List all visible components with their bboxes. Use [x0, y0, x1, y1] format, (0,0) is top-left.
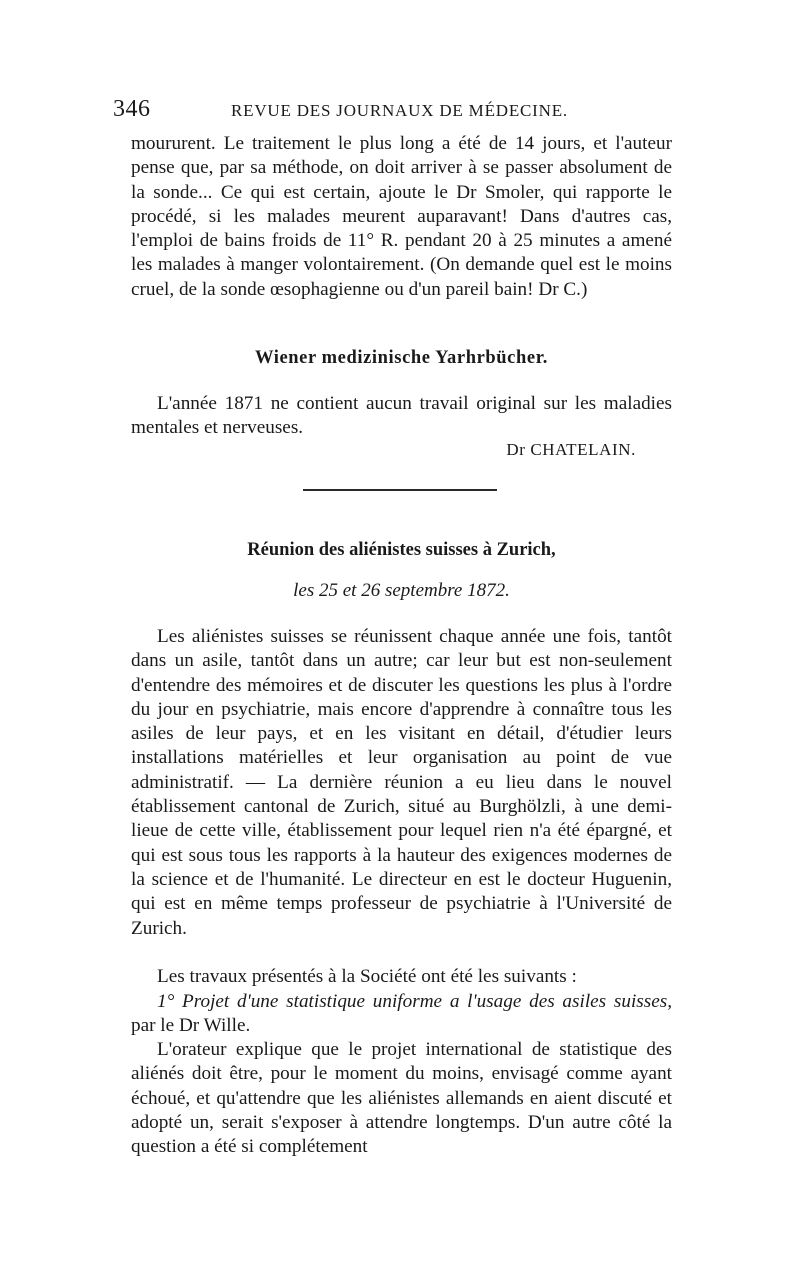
- list-item-1: [131, 990, 672, 1039]
- paragraph-orateur: L'orateur explique que le projet international de statistique des aliénés doit être, pour le moment du moins, envisagé comme ayant échoué, et qu'attendre que les aliénistes allemands en aient discuté et adopté un, serait s'exposer à attendre longtemps. D'un autre côté la question a été si complétement: [131, 1039, 672, 1158]
- paragraph-travaux: Les travaux présentés à la Société ont été les suivants :: [157, 966, 577, 987]
- meeting-date: les 25 et 26 septembre 1872.: [293, 580, 510, 601]
- paragraph-reunion-intro: Les aliénistes suisses se réunissent chaque année une fois, tantôt dans un asile, tantôt dans un autre; car leur but est non-seulement d'entendre des mémoires et de discuter les questions les plus à l'ordre du jour en psychiatrie, mais encore d'apprendre à connaître tous les asiles de leur pays, et en les visitant en détail, d'étudier leurs installations matérielles et leur organisation au point de vue administratif. — La dernière réunion a eu lieu dans le nouvel établissement cantonal de Zurich, situé au Burghölzli, à une demi-lieue de cette ville, établissement pour lequel rien n'a été épargné, et qui est sous tous les rapports à la hauteur des exigences modernes de la science et de l'humanité. Le directeur en est le docteur Huguenin, qui est en même temps professeur de psychiatrie à l'Université de Zurich.: [131, 626, 672, 939]
- running-head: REVUE DES JOURNAUX DE MÉDECINE.: [231, 101, 568, 120]
- section-title-reunion: Réunion des aliénistes suisses à Zurich,: [247, 540, 556, 560]
- page-number: 346: [113, 96, 151, 122]
- list-item-1-title: 1° Projet d'une statistique uniforme a l'usage des asiles suisses,: [157, 991, 672, 1012]
- section-title-wiener: Wiener medizinische Yarhrbücher.: [254, 348, 549, 368]
- paragraph-wiener: L'année 1871 ne contient aucun travail original sur les maladies mentales et nerveuses.: [131, 393, 672, 439]
- section-divider: [303, 489, 497, 491]
- signature: Dr CHATELAIN.: [506, 440, 636, 459]
- paragraph-continued: moururent. Le traitement le plus long a été de 14 jours, et l'auteur pense que, par sa méthode, on doit arriver à se passer absolument de la sonde... Ce qui est certain, ajoute le Dr Smoler, qui rapporte le procédé, si les malades meurent auparavant! Dans d'autres cas, l'emploi de bains froids de 11° R. pendant 20 à 25 minutes a amené les malades à manger volontairement. (On demande quel est le moins cruel, de la sonde œsophagienne ou d'un pareil bain! Dr C.): [131, 133, 672, 300]
- page-header: [113, 96, 683, 126]
- list-item-1-author: par le Dr Wille.: [131, 1015, 251, 1037]
